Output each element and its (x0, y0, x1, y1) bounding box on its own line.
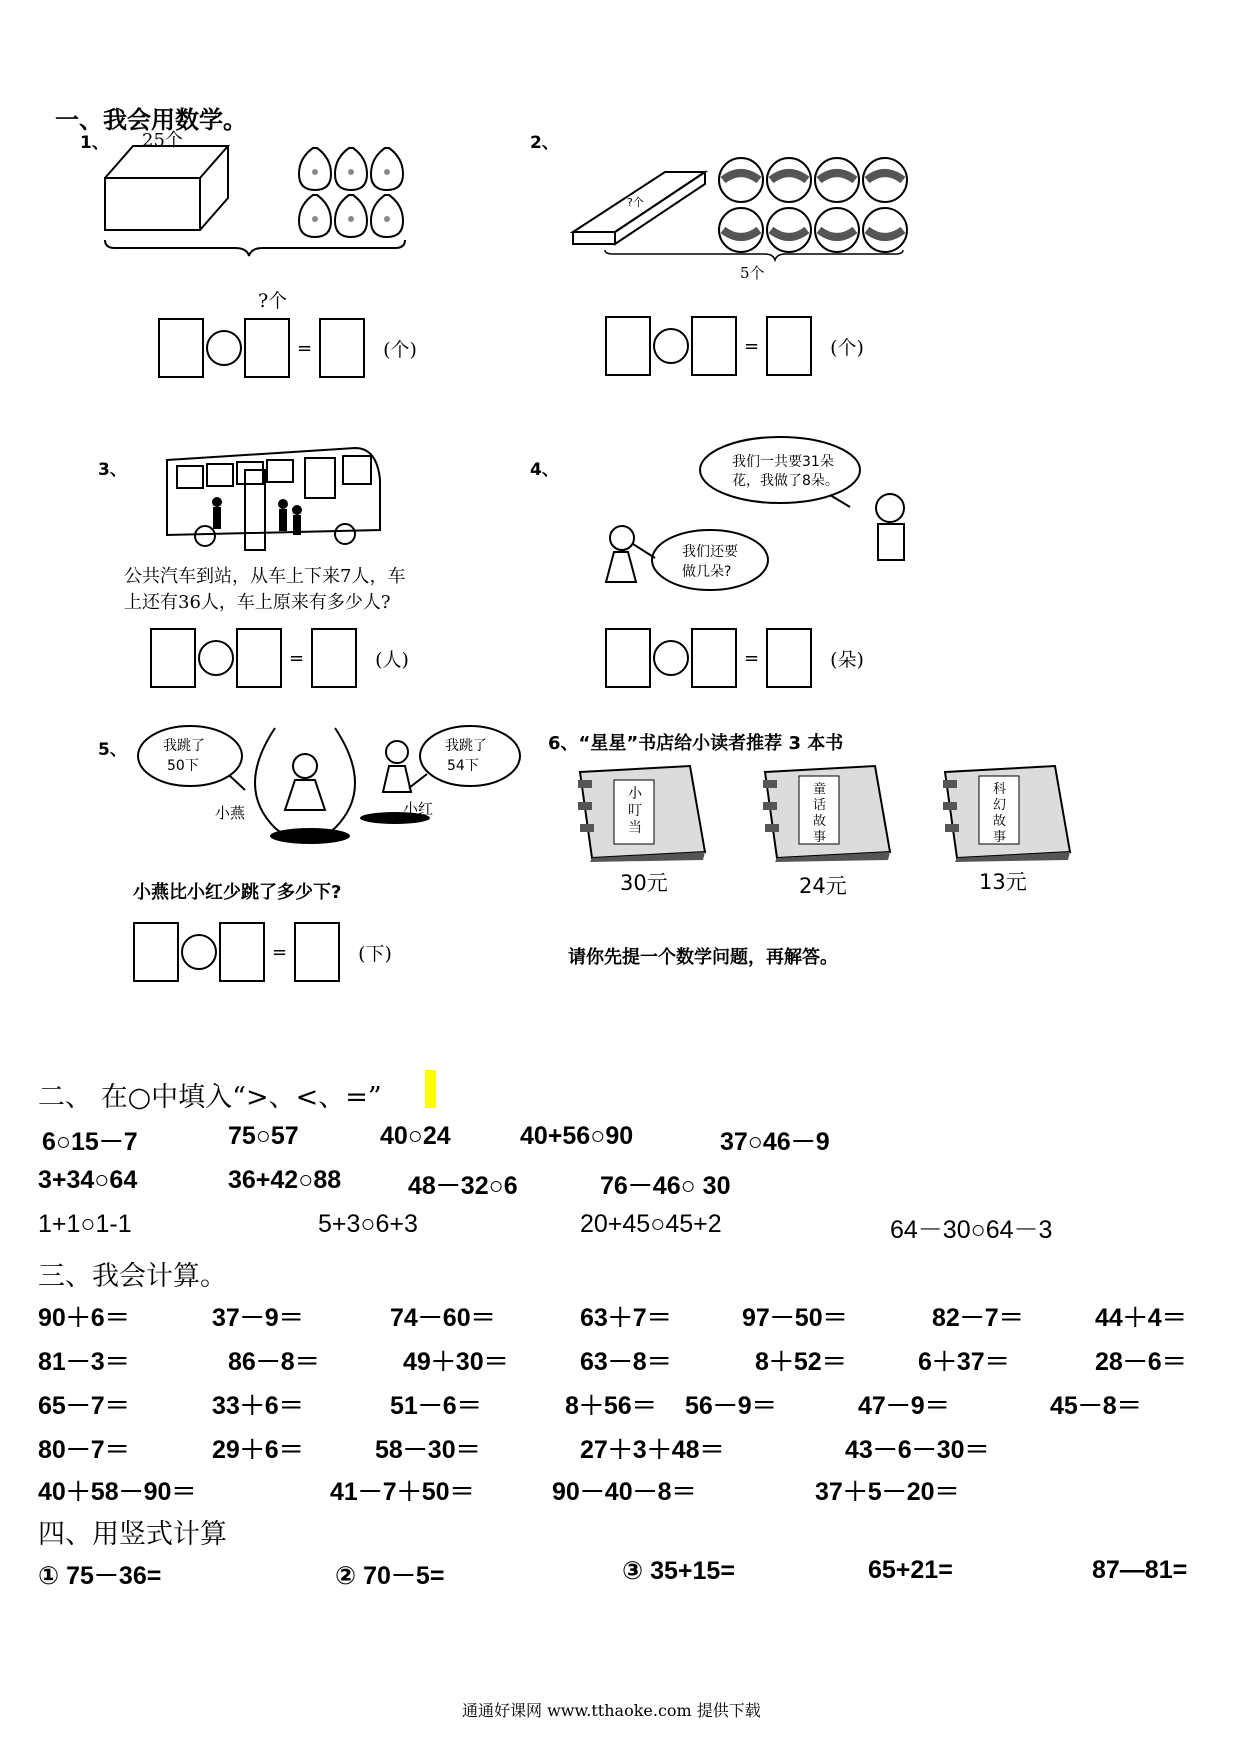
book-price: 13元 (979, 870, 1027, 894)
calc-item[interactable]: 37＋5－20＝ (815, 1478, 960, 1506)
calc-item[interactable]: 27＋3＋48＝ (580, 1436, 725, 1464)
book-title: 童话故事 (813, 782, 827, 845)
calc-item[interactable]: 90＋6＝ (38, 1304, 130, 1332)
problem3-text-line1: 公共汽车到站，从车上下来7人，车 (124, 566, 406, 587)
compare-item[interactable]: 40+56○90 (520, 1122, 634, 1150)
answer-box[interactable] (311, 628, 357, 688)
bubble-text: 花，我做了8朵。 (732, 473, 839, 489)
vertical-calc-item[interactable]: 87—81= (1092, 1556, 1188, 1584)
problem1-number: 1、 (80, 133, 109, 153)
answer-box[interactable] (150, 628, 196, 688)
operator-circle[interactable] (198, 640, 234, 676)
calc-item[interactable]: 45－8＝ (1050, 1392, 1142, 1420)
compare-item[interactable]: 6○15－7 (42, 1128, 138, 1156)
answer-box[interactable] (294, 922, 340, 982)
calc-item[interactable]: 44＋4＝ (1095, 1304, 1187, 1332)
equals-sign: = (744, 335, 760, 357)
problem4-illustration (600, 430, 920, 605)
operator-circle[interactable] (206, 330, 242, 366)
unit-label: (下) (358, 942, 392, 965)
bus-illustration (155, 440, 395, 560)
name-label: 小燕 (215, 804, 246, 822)
problem1-illustration (95, 140, 435, 280)
bubble-text: 50下 (167, 758, 199, 774)
vertical-calc-item[interactable]: ① 75－36= (38, 1562, 162, 1590)
unit-label: (朵) (830, 648, 864, 671)
unit-label: (人) (375, 648, 409, 671)
compare-item[interactable]: 48－32○6 (408, 1172, 518, 1200)
calc-item[interactable]: 63－8＝ (580, 1348, 672, 1376)
problem2-equation (605, 316, 864, 376)
operator-circle[interactable] (181, 934, 217, 970)
answer-box[interactable] (766, 628, 812, 688)
calc-item[interactable]: 40＋58－90＝ (38, 1478, 197, 1506)
answer-box[interactable] (158, 318, 204, 378)
answer-box[interactable] (219, 922, 265, 982)
girl-icon (293, 754, 317, 778)
compare-item[interactable]: 40○24 (380, 1122, 451, 1150)
jump-rope (255, 728, 355, 841)
compare-item[interactable]: 76－46○ 30 (600, 1172, 731, 1200)
brace (105, 240, 405, 256)
calc-item[interactable]: 74－60＝ (390, 1304, 496, 1332)
compare-item[interactable]: 64－30○64－3 (890, 1216, 1053, 1244)
answer-box[interactable] (133, 922, 179, 982)
speech-bubble (652, 530, 768, 590)
calc-item[interactable]: 43－6－30＝ (845, 1436, 990, 1464)
bubble-text: 我们一共要31朵 (732, 454, 834, 470)
problem6-heading: 6、“星星”书店给小读者推荐 3 本书 (548, 733, 844, 754)
problem2-illustration (565, 150, 955, 270)
calc-item[interactable]: 90－40－8＝ (552, 1478, 697, 1506)
problem3-text-line2: 上还有36人，车上原来有多少人? (124, 592, 391, 613)
compare-item[interactable]: 37○46－9 (720, 1128, 830, 1156)
calc-item[interactable]: 58－30＝ (375, 1436, 481, 1464)
book-2 (755, 762, 895, 897)
problem5-equation (133, 922, 392, 982)
vertical-calc-item[interactable]: ③ 35+15= (622, 1557, 735, 1585)
brace (605, 250, 903, 260)
calc-item[interactable]: 41－7＋50＝ (330, 1478, 475, 1506)
operator-circle[interactable] (653, 640, 689, 676)
calc-item[interactable]: 8＋56＝ (565, 1392, 657, 1420)
calc-item[interactable]: 81－3＝ (38, 1348, 130, 1376)
brace-total-label: ?个 (258, 290, 288, 312)
brace-count-label: 5个 (740, 264, 765, 282)
problem3-equation (150, 628, 409, 688)
bubble-text: 54下 (447, 758, 479, 774)
problem5-question: 小燕比小红少跳了多少下? (133, 882, 342, 903)
vertical-calc-item[interactable]: ② 70－5= (335, 1562, 445, 1590)
answer-box[interactable] (605, 316, 651, 376)
compare-item[interactable]: 75○57 (228, 1122, 299, 1150)
calc-item[interactable]: 56－9＝ (685, 1392, 777, 1420)
answer-box[interactable] (605, 628, 651, 688)
calc-item[interactable]: 51－6＝ (390, 1392, 482, 1420)
compare-item[interactable]: 36+42○88 (228, 1166, 342, 1194)
compare-item[interactable]: 1+1○1-1 (38, 1210, 132, 1238)
pear-icons (299, 148, 403, 237)
problem2-number: 2、 (530, 133, 559, 153)
book-3 (935, 762, 1075, 897)
unit-label: (个) (383, 338, 417, 361)
bus-icon (167, 448, 380, 550)
answer-box[interactable] (766, 316, 812, 376)
equals-sign: = (289, 647, 305, 669)
bubble-text: 做几朵? (682, 564, 732, 580)
bubble-text: 我跳了 (163, 738, 205, 754)
problem1-equation (158, 318, 417, 378)
highlight-marker (425, 1070, 436, 1108)
vertical-calc-item[interactable]: 65+21= (868, 1556, 953, 1584)
calc-item[interactable]: 6＋37＝ (918, 1348, 1010, 1376)
speech-bubble (700, 437, 860, 503)
calc-item[interactable]: 29＋6＝ (212, 1436, 304, 1464)
passenger-icons (212, 497, 302, 535)
name-label: 小红 (403, 800, 434, 818)
equals-sign: = (744, 647, 760, 669)
book-price: 30元 (620, 871, 668, 895)
calc-item[interactable]: 28－6＝ (1095, 1348, 1187, 1376)
calc-item[interactable]: 65－7＝ (38, 1392, 130, 1420)
answer-box[interactable] (236, 628, 282, 688)
equals-sign: = (297, 337, 313, 359)
problem6-prompt: 请你先提一个数学问题，再解答。 (568, 947, 838, 968)
bubble-text: 我跳了 (445, 738, 487, 754)
calc-item[interactable]: 82－7＝ (932, 1304, 1024, 1332)
bubble-text: 我们还要 (682, 544, 738, 560)
section4-title: 四、用竖式计算 (38, 1519, 227, 1550)
girl-icon (386, 741, 408, 763)
section3-title: 三、我会计算。 (38, 1261, 227, 1292)
compare-item[interactable]: 5+3○6+3 (318, 1210, 418, 1238)
book-title: 小叮当 (628, 786, 642, 836)
answer-box[interactable] (244, 318, 290, 378)
speech-bubble (420, 726, 520, 786)
problem3-number: 3、 (98, 460, 127, 480)
calc-item[interactable]: 47－9＝ (858, 1392, 950, 1420)
calc-item[interactable]: 80－7＝ (38, 1436, 130, 1464)
section2-title: 二、 在○中填入“>、<、=” (38, 1082, 382, 1113)
calc-item[interactable]: 86－8＝ (228, 1348, 320, 1376)
girl-icon (606, 494, 904, 582)
compare-item[interactable]: 20+45○45+2 (580, 1210, 722, 1238)
equals-sign: = (272, 941, 288, 963)
unit-label: (个) (830, 336, 864, 359)
calc-item[interactable]: 37－9＝ (212, 1304, 304, 1332)
calc-item[interactable]: 49＋30＝ (403, 1348, 509, 1376)
calc-item[interactable]: 97－50＝ (742, 1304, 848, 1332)
calc-item[interactable]: 63＋7＝ (580, 1304, 672, 1332)
problem4-equation (605, 628, 864, 688)
answer-box[interactable] (691, 628, 737, 688)
calc-item[interactable]: 33＋6＝ (212, 1392, 304, 1420)
answer-box[interactable] (319, 318, 365, 378)
section1-title: 一、我会用数学。 (55, 106, 247, 134)
book-1 (570, 762, 710, 897)
box-icon (105, 146, 228, 230)
compare-item[interactable]: 3+34○64 (38, 1166, 138, 1194)
book-title: 科幻故事 (993, 782, 1007, 845)
footer-credit: 通通好课网 www.tthaoke.com 提供下载 (462, 1701, 761, 1720)
operator-circle[interactable] (653, 328, 689, 364)
calc-item[interactable]: 8＋52＝ (755, 1348, 847, 1376)
book-price: 24元 (799, 874, 847, 898)
box-count-label: 25个 (142, 130, 183, 151)
problem5-number: 5、 (98, 740, 127, 760)
case-label: ?个 (627, 196, 644, 209)
answer-box[interactable] (691, 316, 737, 376)
problem5-illustration (135, 718, 525, 853)
speech-bubble (138, 726, 242, 786)
problem4-number: 4、 (530, 460, 559, 480)
